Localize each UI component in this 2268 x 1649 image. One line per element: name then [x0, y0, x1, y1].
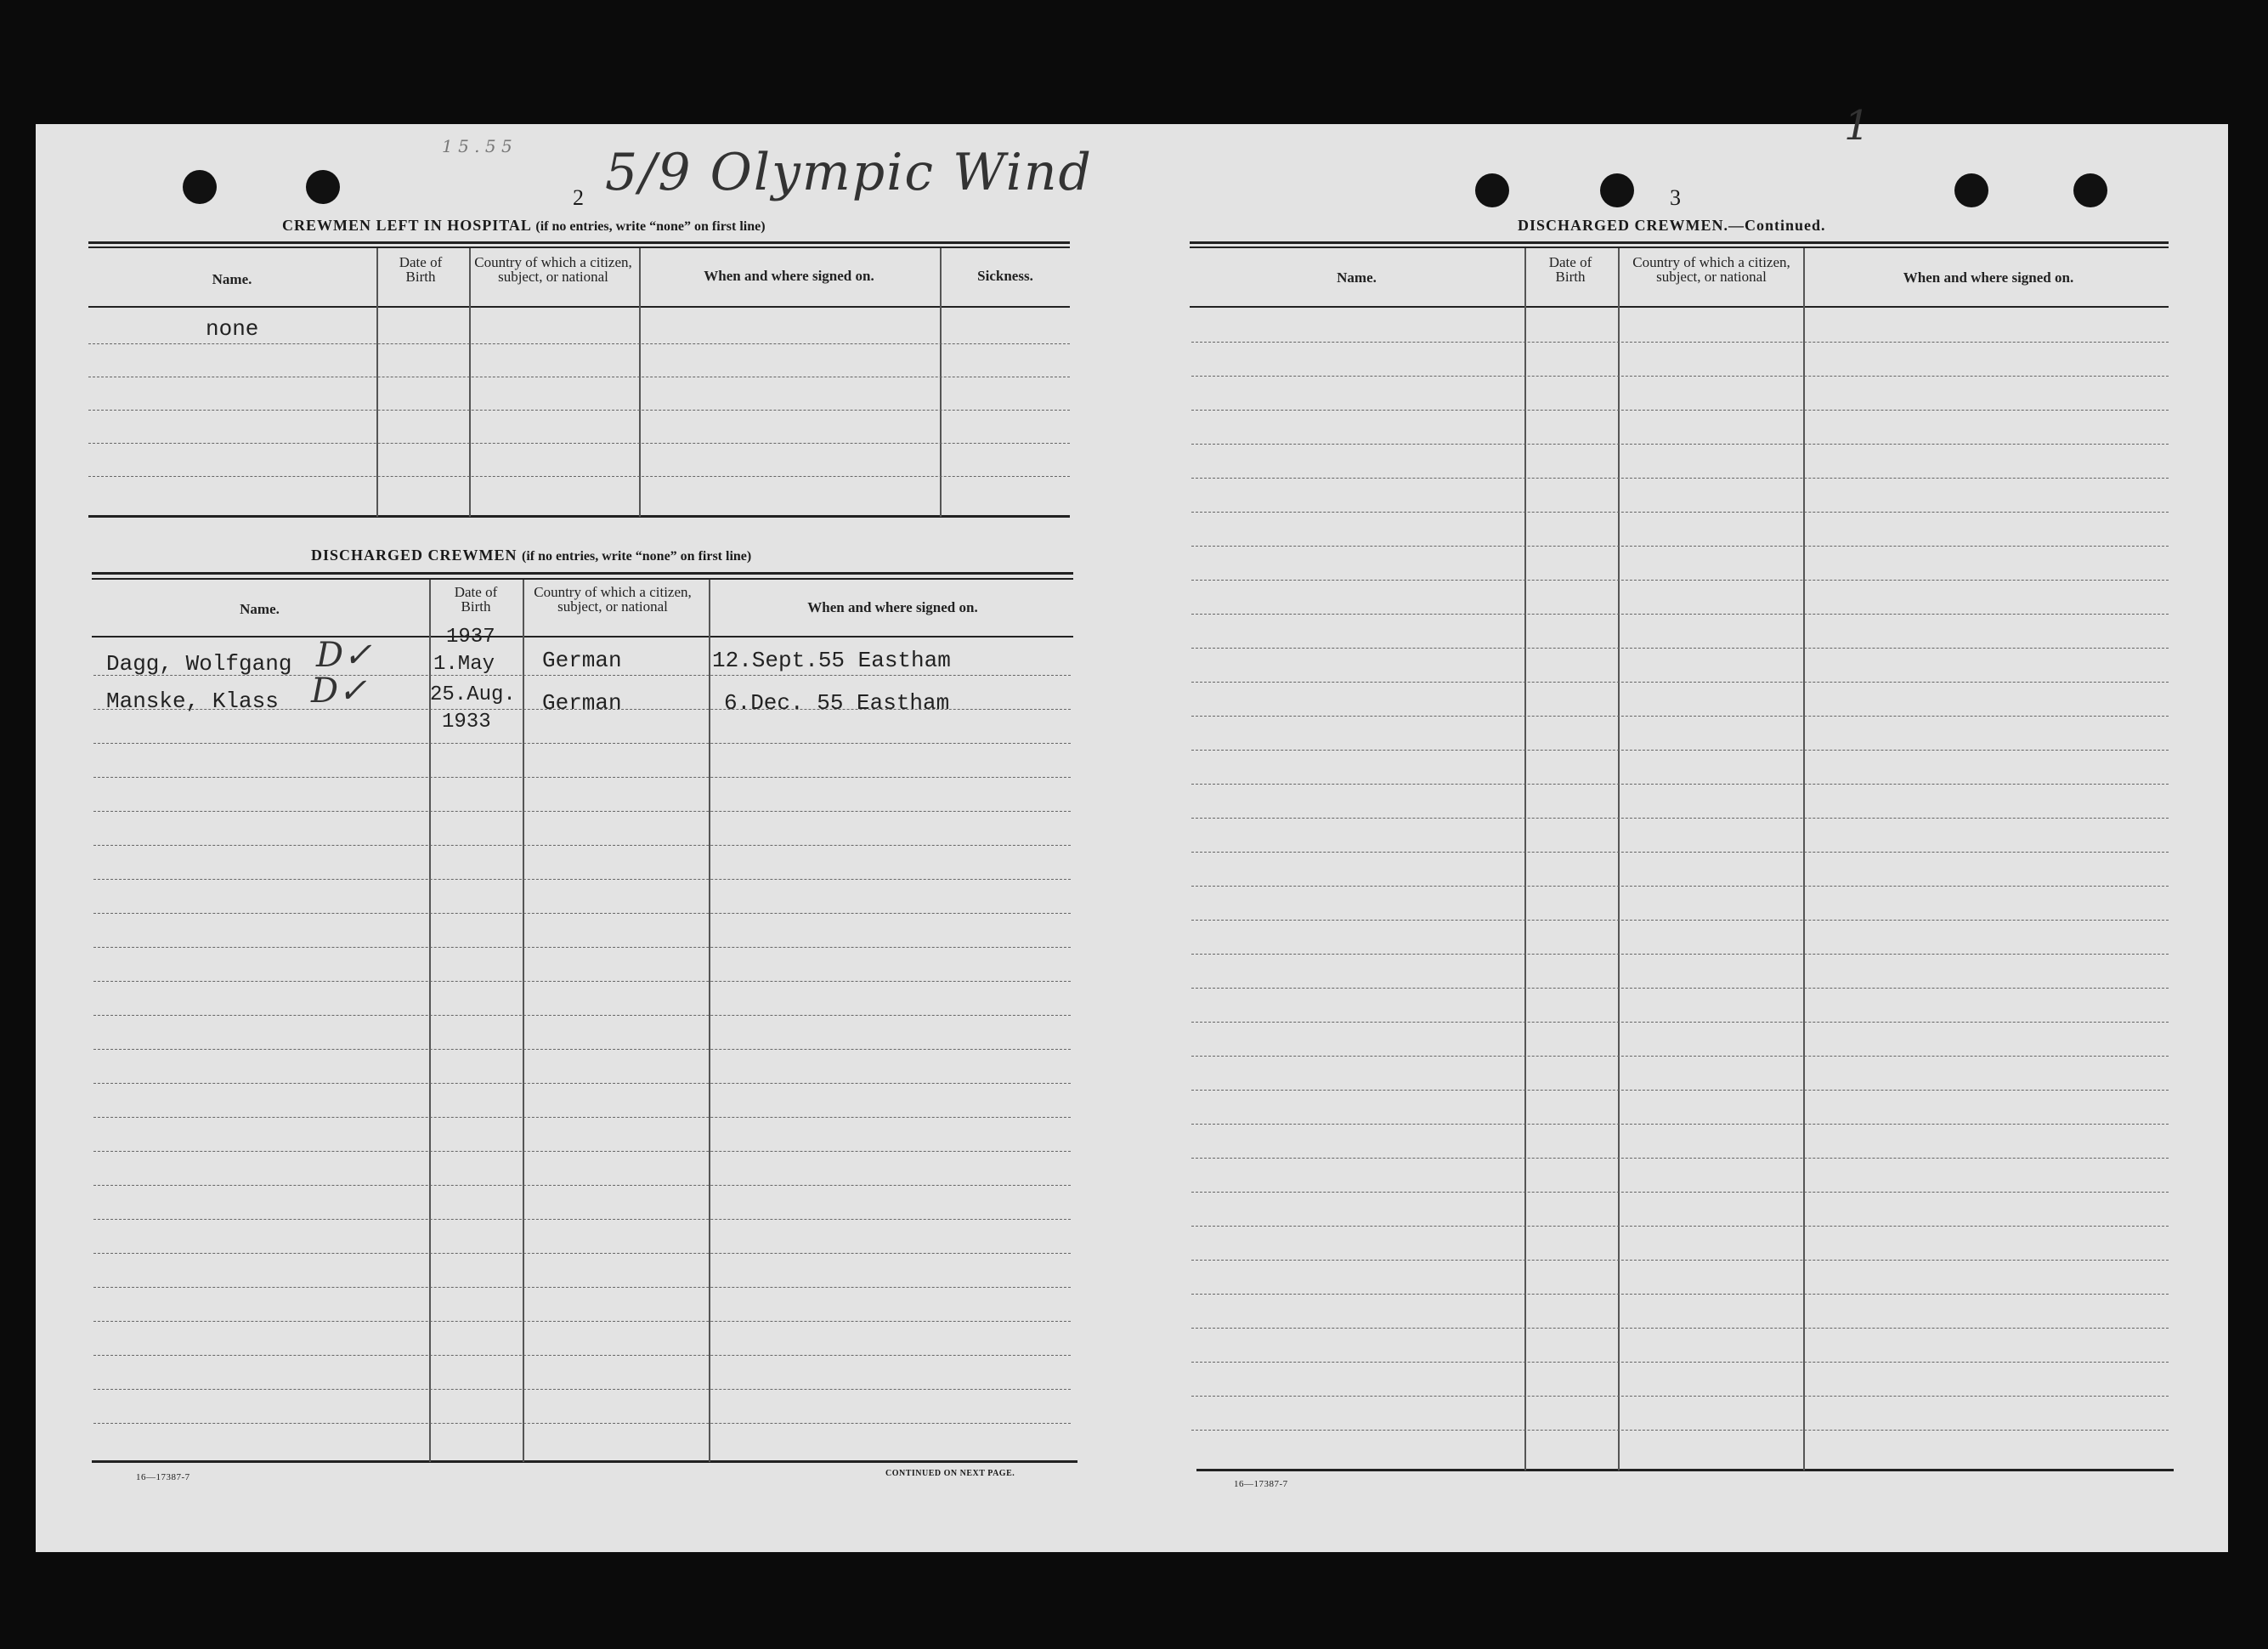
- continued-row-line: [1191, 1226, 2169, 1227]
- continued-row-line: [1191, 920, 2169, 921]
- continued-bottom-rule: [1196, 1469, 2174, 1471]
- discharged-title-note: (if no entries, write “none” on first line): [522, 549, 752, 564]
- continued-divider: [1618, 248, 1620, 1470]
- discharged-col-name: Name.: [240, 601, 280, 617]
- document-sheet: [36, 124, 2228, 1552]
- continued-row-line: [1191, 410, 2169, 411]
- discharged-entry-dob: 1.May: [433, 653, 495, 676]
- discharged-entry-name: Dagg, Wolfgang: [106, 651, 292, 677]
- continued-row-line: [1191, 1124, 2169, 1125]
- discharged-row-line: [93, 947, 1071, 948]
- hospital-section-title: [282, 217, 766, 235]
- vessel-handwriting: 5/9 Olympic Wind: [605, 143, 1093, 202]
- discharged-top-rule: [92, 572, 1073, 575]
- continued-divider: [1524, 248, 1526, 1470]
- continued-row-line: [1191, 1362, 2169, 1363]
- discharged-entry-country: German: [542, 648, 622, 673]
- discharged-entry-initials: D✓: [316, 636, 372, 675]
- continued-note: CONTINUED ON NEXT PAGE.: [885, 1469, 1015, 1478]
- continued-row-line: [1191, 750, 2169, 751]
- continued-row-line: [1191, 988, 2169, 989]
- discharged-header-rule: [92, 636, 1073, 638]
- continued-row-line: [1191, 784, 2169, 785]
- punch-hole: [1954, 173, 1988, 207]
- continued-row-line: [1191, 1328, 2169, 1329]
- continued-row-line: [1191, 512, 2169, 513]
- hospital-row-line: [88, 343, 1070, 344]
- discharged-row-line: [93, 1015, 1071, 1016]
- continued-row-line: [1191, 954, 2169, 955]
- continued-col-name: Name.: [1337, 269, 1377, 286]
- punch-hole: [306, 170, 340, 204]
- faint-handwriting: 1 5 . 5 5: [442, 136, 512, 156]
- discharged-entry-signed: 6.Dec. 55 Eastham: [724, 690, 950, 716]
- continued-row-line: [1191, 614, 2169, 615]
- continued-row-line: [1191, 580, 2169, 581]
- continued-row-line: [1191, 1158, 2169, 1159]
- continued-row-line: [1191, 376, 2169, 377]
- discharged-col-country: Country of which a citizen, subject, or national: [534, 584, 692, 615]
- discharged-row-line: [93, 1185, 1071, 1186]
- continued-row-line: [1191, 342, 2169, 343]
- continued-row-line: [1191, 1090, 2169, 1091]
- continued-col-signed: When and where signed on.: [1903, 269, 2074, 286]
- continued-section-title: DISCHARGED CREWMEN.—Continued.: [1518, 217, 1826, 234]
- discharged-row-line: [93, 1151, 1071, 1152]
- punch-hole: [1475, 173, 1509, 207]
- continued-row-line: [1191, 716, 2169, 717]
- hospital-entry-name: none: [206, 316, 259, 342]
- page-number-right: 3: [1670, 185, 1681, 210]
- continued-row-line: [1191, 648, 2169, 649]
- continued-row-line: [1191, 1022, 2169, 1023]
- discharged-top-rule-2: [92, 578, 1073, 580]
- discharged-row-line: [93, 1321, 1071, 1322]
- discharged-section-title: [311, 547, 751, 564]
- continued-row-line: [1191, 1192, 2169, 1193]
- hospital-header-rule: [88, 306, 1070, 308]
- discharged-entry-dob: 25.Aug.: [430, 683, 516, 706]
- discharged-row-line: [93, 811, 1071, 812]
- hospital-col-dob: Date of Birth: [399, 254, 443, 285]
- discharged-row-line: [93, 1389, 1071, 1390]
- discharged-col-signed: When and where signed on.: [807, 599, 978, 615]
- discharged-divider: [429, 580, 431, 1462]
- discharged-col-dob: Date of Birth: [454, 584, 498, 615]
- punch-hole: [2073, 173, 2107, 207]
- discharged-row-line: [93, 1083, 1071, 1084]
- continued-divider: [1803, 248, 1805, 1470]
- continued-row-line: [1191, 444, 2169, 445]
- punch-hole: [1600, 173, 1634, 207]
- continued-row-line: [1191, 1396, 2169, 1397]
- discharged-entry-dob-year: 1933: [442, 711, 491, 734]
- hospital-row-line: [88, 476, 1070, 477]
- hospital-title-text: CREWMEN LEFT IN HOSPITAL: [282, 217, 531, 234]
- discharged-entry-name: Manske, Klass: [106, 688, 279, 714]
- hospital-bottom-rule: [88, 515, 1070, 518]
- hospital-top-rule: [88, 241, 1070, 244]
- hospital-top-rule-2: [88, 246, 1070, 248]
- hospital-col-name: Name.: [212, 271, 252, 287]
- discharged-bottom-rule: [92, 1460, 1077, 1463]
- discharged-entry-signed: 12.Sept.55 Eastham: [712, 648, 951, 673]
- continued-col-dob: Date of Birth: [1548, 254, 1592, 285]
- discharged-entry-dob-year: 1937: [446, 626, 495, 649]
- continued-row-line: [1191, 818, 2169, 819]
- discharged-row-line: [93, 1253, 1071, 1254]
- continued-row-line: [1191, 1430, 2169, 1431]
- discharged-row-line: [93, 1219, 1071, 1220]
- discharged-row-line: [93, 1287, 1071, 1288]
- punch-hole: [183, 170, 217, 204]
- continued-row-line: [1191, 1260, 2169, 1261]
- continued-row-line: [1191, 546, 2169, 547]
- continued-row-line: [1191, 478, 2169, 479]
- discharged-row-line: [93, 1423, 1071, 1424]
- discharged-row-line: [93, 777, 1071, 778]
- discharged-row-line: [93, 879, 1071, 880]
- discharged-entry-country: German: [542, 690, 622, 716]
- hospital-col-signed: When and where signed on.: [704, 268, 874, 284]
- hospital-title-note: (if no entries, write “none” on first line): [535, 219, 766, 234]
- continued-header-rule: [1190, 306, 2169, 308]
- hospital-row-line: [88, 443, 1070, 444]
- discharged-row-line: [93, 743, 1071, 744]
- discharged-divider: [523, 580, 524, 1462]
- discharged-entry-initials: D✓: [311, 672, 367, 711]
- form-number-right: 16—17387-7: [1234, 1479, 1288, 1489]
- continued-top-rule-2: [1190, 246, 2169, 248]
- continued-row-line: [1191, 1056, 2169, 1057]
- hospital-col-sickness: Sickness.: [977, 268, 1033, 284]
- continued-row-line: [1191, 886, 2169, 887]
- continued-top-rule: [1190, 241, 2169, 244]
- discharged-row-line: [93, 913, 1071, 914]
- discharged-row-line: [93, 981, 1071, 982]
- discharged-row-line: [93, 1049, 1071, 1050]
- continued-row-line: [1191, 1294, 2169, 1295]
- discharged-row-line: [93, 845, 1071, 846]
- discharged-row-line: [93, 1355, 1071, 1356]
- form-number-left: 16—17387-7: [136, 1472, 190, 1482]
- hospital-row-line: [88, 410, 1070, 411]
- page-number-left: 2: [573, 185, 584, 210]
- hospital-col-country: Country of which a citizen, subject, or national: [474, 254, 632, 285]
- discharged-divider: [709, 580, 710, 1462]
- discharged-row-line: [93, 1117, 1071, 1118]
- continued-row-line: [1191, 852, 2169, 853]
- corner-mark: 1: [1844, 102, 1872, 150]
- discharged-title-text: DISCHARGED CREWMEN: [311, 547, 518, 564]
- continued-col-country: Country of which a citizen, subject, or national: [1632, 254, 1790, 285]
- continued-row-line: [1191, 682, 2169, 683]
